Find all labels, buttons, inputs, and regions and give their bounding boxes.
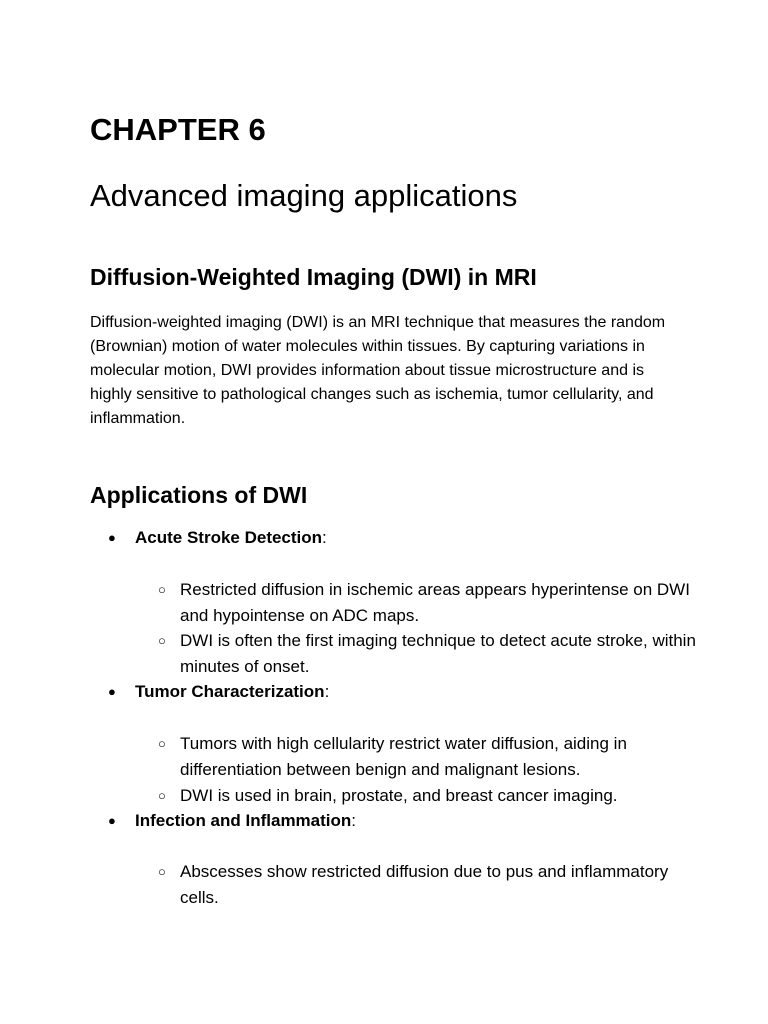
bullet-icon: ● [108, 813, 116, 828]
sub-list-item-text: Restricted diffusion in ischemic areas appears hyperintense on DWI and hypointense on ADC maps. [180, 580, 690, 625]
sub-list-item [158, 628, 698, 680]
sub-list-item-text: Abscesses show restricted diffusion due to pus and inflammatory cells. [180, 862, 669, 907]
circle-bullet-icon: ○ [158, 788, 166, 803]
circle-bullet-icon: ○ [158, 633, 166, 648]
chapter-title: Advanced imaging applications [90, 178, 518, 213]
list-item-tumor [108, 679, 329, 705]
list-item-suffix: : [351, 811, 357, 830]
list-item-suffix: : [322, 528, 327, 547]
circle-bullet-icon: ○ [158, 736, 166, 751]
chapter-label: CHAPTER 6 [90, 112, 266, 147]
sub-list-item [158, 577, 698, 629]
list-item-infection [108, 808, 356, 834]
list-item-label: Acute Stroke Detection [135, 528, 323, 547]
list-item-label: Tumor Characterization [135, 682, 325, 701]
sub-list-item [158, 783, 698, 809]
bullet-icon: ● [108, 530, 116, 545]
list-item-label: Infection and Inflammation [135, 811, 352, 830]
section-paragraph: Diffusion-weighted imaging (DWI) is an MRI technique that measures the random (Brownian) motion of water molecules within tissues. By capturing variations in molecular motion, DWI provides information about tissue microstructure and is highly sensitive to pathological changes such as ischemia, tumor cellularity, and inflammation. [90, 314, 666, 427]
sub-list-item [158, 731, 698, 783]
sub-list-item [158, 859, 698, 911]
list-item-suffix: : [324, 682, 330, 701]
list-item-acute-stroke [108, 525, 327, 551]
circle-bullet-icon: ○ [158, 582, 166, 597]
circle-bullet-icon: ○ [158, 864, 166, 879]
sub-list-item-text: DWI is used in brain, prostate, and breast cancer imaging. [180, 786, 618, 805]
applications-heading: Applications of DWI [90, 482, 308, 508]
sub-list-item-text: Tumors with high cellularity restrict water diffusion, aiding in differentiation between benign and malignant lesions. [180, 734, 627, 779]
section-heading: Diffusion-Weighted Imaging (DWI) in MRI [90, 264, 537, 290]
sub-list-item-text: DWI is often the first imaging technique to detect acute stroke, within minutes of onset. [180, 631, 696, 676]
bullet-icon: ● [108, 684, 116, 699]
